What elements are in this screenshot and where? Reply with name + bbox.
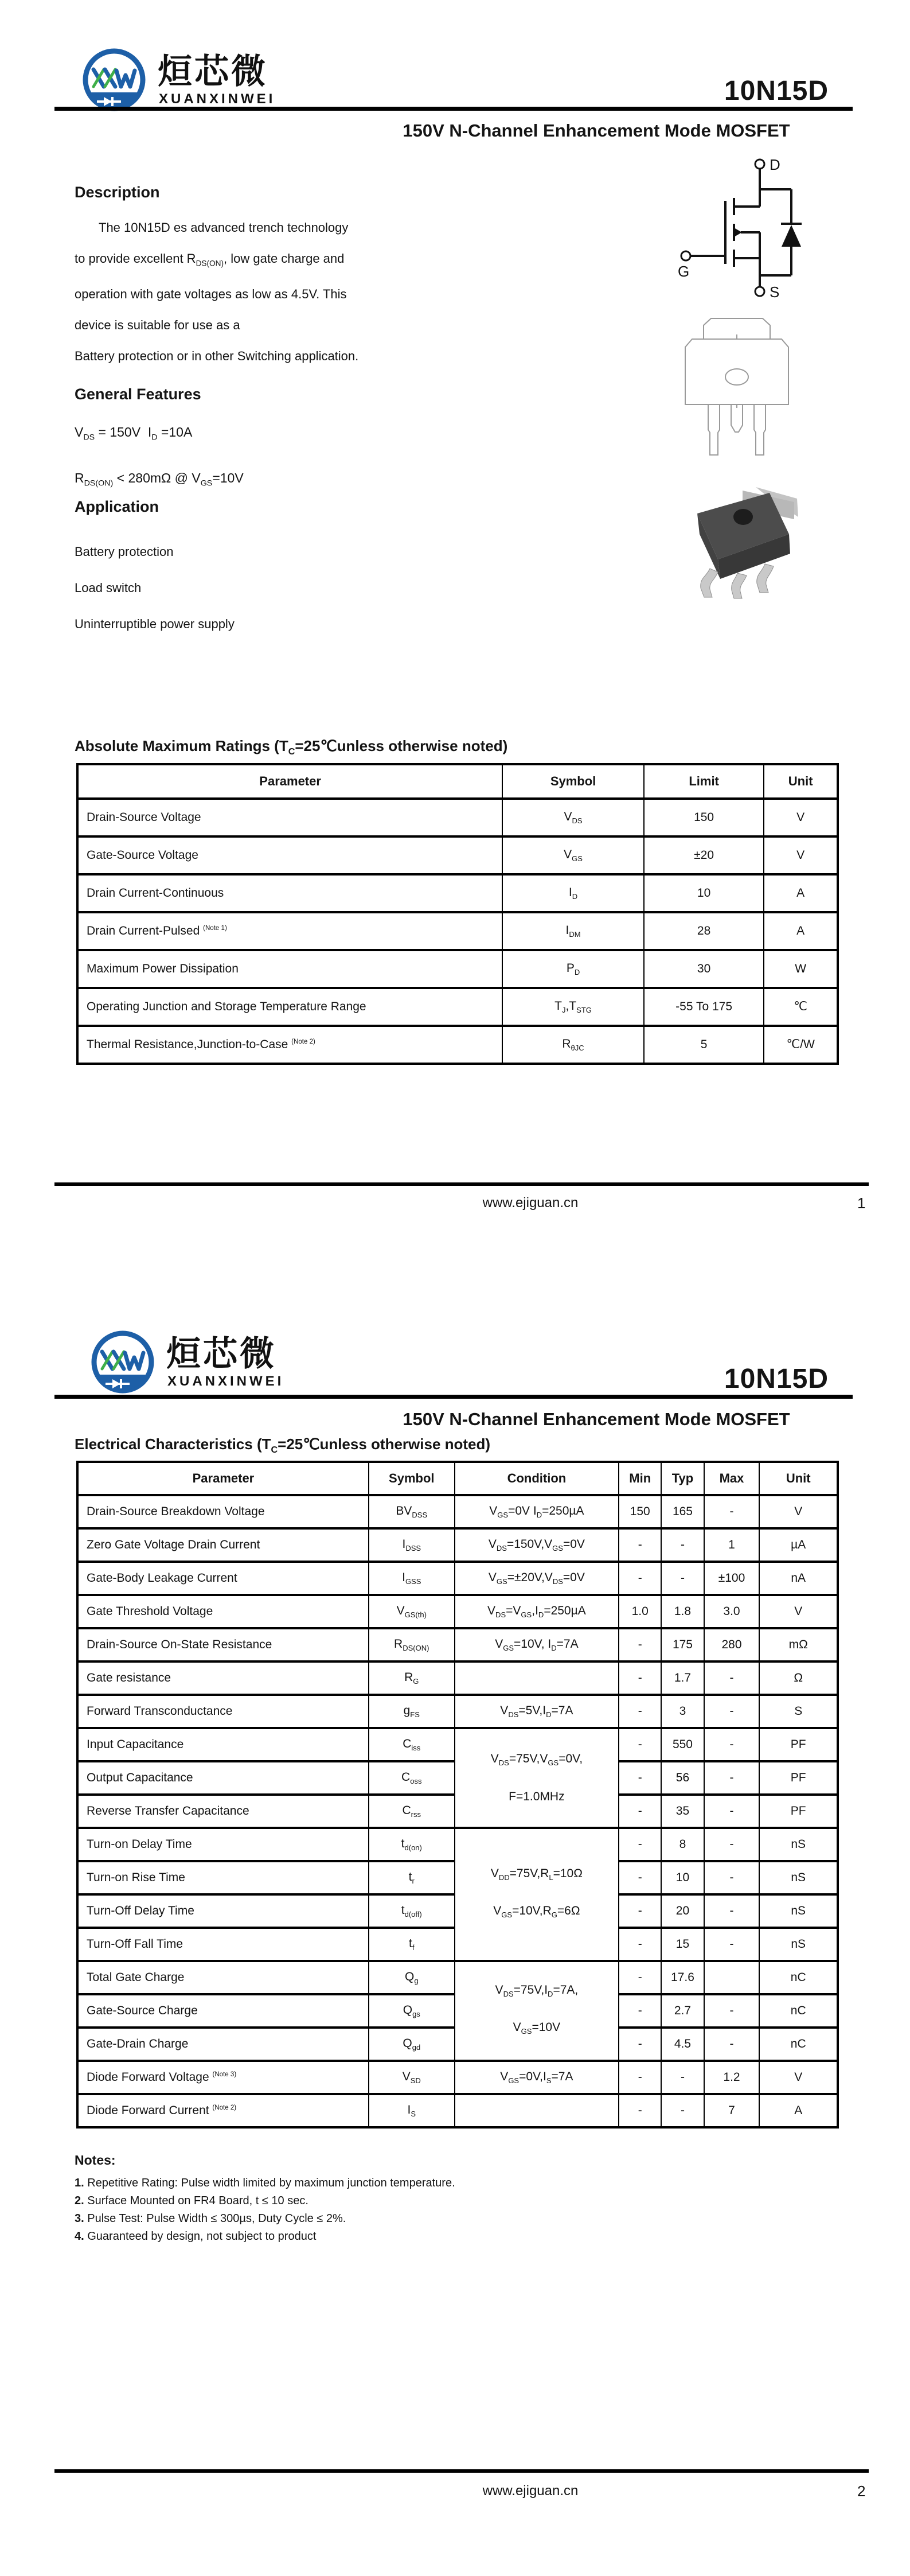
cell: $I_D$ (502, 874, 644, 912)
cell: 8 (661, 1828, 704, 1861)
cell: nS (759, 1861, 838, 1894)
brand-name-latin: XUANXINWEI (167, 1373, 284, 1389)
note-line: 3. Pulse Test: Pulse Width ≤ 300µs, Duty Cycle ≤ 2%. (75, 2212, 346, 2225)
table-row (77, 1495, 838, 1528)
cell-parameter: Turn-on Rise Time (77, 1861, 369, 1894)
cell: nC (759, 1994, 838, 2028)
cell: 4.5 (661, 2028, 704, 2061)
cell: $t_r$ (369, 1861, 455, 1894)
table-row (77, 836, 838, 874)
cell: V (759, 2061, 838, 2094)
column-header: Unit (764, 764, 838, 799)
cell: $g_{FS}$ (369, 1695, 455, 1728)
footer-website: www.ejiguan.cn (482, 2483, 579, 2499)
table-row (77, 950, 838, 988)
cell: -55 To 175 (644, 988, 764, 1026)
description-line: operation with gate voltages as low as 4.5V. This (75, 287, 347, 302)
footer-website: www.ejiguan.cn (482, 1195, 579, 1211)
cell: V (764, 799, 838, 836)
cell: 17.6 (661, 1961, 704, 1994)
column-header: Typ (661, 1462, 704, 1495)
cell: 28 (644, 912, 764, 950)
application-item: Load switch (75, 581, 142, 595)
cell: 3.0 (704, 1595, 760, 1628)
cell: $V_{GS}=0V$ $I_D=250\mu A$ (455, 1495, 619, 1528)
cell: PF (759, 1795, 838, 1828)
cell: $V_{DS}=150V,V_{GS}=0V$ (455, 1528, 619, 1562)
cell: PF (759, 1728, 838, 1761)
cell: - (704, 1695, 760, 1728)
cell: - (619, 2061, 661, 2094)
cell: 20 (661, 1894, 704, 1928)
cell: 7 (704, 2094, 760, 2127)
note-line: 1. Repetitive Rating: Pulse width limited by maximum junction temperature. (75, 2177, 455, 2189)
cell: PF (759, 1761, 838, 1795)
cell: nA (759, 1562, 838, 1595)
cell-parameter: Drain Current-Continuous (77, 874, 502, 912)
cell: $Q_{gs}$ (369, 1994, 455, 2028)
cell: $C_{rss}$ (369, 1795, 455, 1828)
column-header: Limit (644, 764, 764, 799)
elec-char-heading: Electrical Characteristics ($T_C=25℃unless$ otherwise noted) (75, 1435, 491, 1456)
cell: 10 (661, 1861, 704, 1894)
cell: $V_{DS}=75V,I_D=7A$, $V_{GS}=10V$ (455, 1961, 619, 2061)
cell: - (619, 2028, 661, 2061)
description-line: The 10N15D es advanced trench technology (99, 220, 349, 235)
cell: µA (759, 1528, 838, 1562)
cell-parameter: Reverse Transfer Capacitance (77, 1795, 369, 1828)
column-header: Parameter (77, 1462, 369, 1495)
cell: V (759, 1595, 838, 1628)
cell: 280 (704, 1628, 760, 1661)
cell: 2.7 (661, 1994, 704, 2028)
cell: $I_{GSS}$ (369, 1562, 455, 1595)
cell: 1.8 (661, 1595, 704, 1628)
table-row (77, 988, 838, 1026)
cell-parameter: Gate-Source Charge (77, 1994, 369, 2028)
cell: $I_S$ (369, 2094, 455, 2127)
cell: - (704, 1828, 760, 1861)
cell: - (704, 1994, 760, 2028)
cell-parameter: Turn-on Delay Time (77, 1828, 369, 1861)
cell-parameter: Forward Transconductance (77, 1695, 369, 1728)
cell: - (619, 1894, 661, 1928)
cell (704, 1961, 760, 1994)
general-features-list (75, 412, 244, 503)
cell-parameter: Turn-Off Fall Time (77, 1928, 369, 1961)
cell: $V_{GS}$ (502, 836, 644, 874)
brand-name-cjk: 烜芯微 (158, 52, 268, 91)
gate-arrow (734, 228, 742, 237)
table-row (77, 1695, 838, 1728)
package-3d-image (688, 484, 803, 604)
source-label: S (770, 283, 780, 301)
cell: 15 (661, 1928, 704, 1961)
cell: $R_G$ (369, 1661, 455, 1695)
cell-parameter: Output Capacitance (77, 1761, 369, 1795)
table-row (77, 1628, 838, 1661)
elec-char-table (76, 1461, 839, 2128)
page-number: 2 (857, 2482, 866, 2500)
brand-logo-icon (91, 1330, 155, 1394)
body-diode (782, 225, 801, 247)
cell: - (619, 1695, 661, 1728)
feature-line: $V_{DS} = 150V$ $I_D =10A$ (75, 425, 193, 442)
cell: - (619, 1661, 661, 1695)
description-line: to provide excellent $R_{DS(ON)}$, low gate charge and (75, 251, 345, 268)
cell: - (661, 2094, 704, 2127)
cell: $V_{DS}=V_{GS},I_D=250\mu A$ (455, 1595, 619, 1628)
cell: - (704, 1861, 760, 1894)
cell: $V_{DS}$ (502, 799, 644, 836)
cell: - (619, 1961, 661, 1994)
cell: $I_{DM}$ (502, 912, 644, 950)
cell: $C_{oss}$ (369, 1761, 455, 1795)
cell: 550 (661, 1728, 704, 1761)
table-row (77, 1661, 838, 1695)
table-row (77, 874, 838, 912)
cell: - (619, 1928, 661, 1961)
cell: - (619, 1994, 661, 2028)
cell: $T_J,T_{STG}$ (502, 988, 644, 1026)
cell: $V_{GS}=\pm 20V,V_{DS}=0V$ (455, 1562, 619, 1595)
description-paragraph (75, 212, 358, 372)
notes-heading: Notes: (75, 2153, 116, 2168)
cell: V (764, 836, 838, 874)
cell: $BV_{DSS}$ (369, 1495, 455, 1528)
cell-parameter: Operating Junction and Storage Temperature Range (77, 988, 502, 1026)
note-line: 4. Guaranteed by design, not subject to product (75, 2230, 317, 2243)
cell: $P_D$ (502, 950, 644, 988)
cell: 1.7 (661, 1661, 704, 1695)
part-number: 10N15D (724, 76, 829, 106)
table-row (77, 799, 838, 836)
cell: nS (759, 1894, 838, 1928)
cell: $t_{d(off)}$ (369, 1894, 455, 1928)
cell: - (619, 1628, 661, 1661)
cell: ℃/W (764, 1026, 838, 1064)
table-row (77, 1961, 838, 1994)
cell-parameter: Gate-Source Voltage (77, 836, 502, 874)
cell: $V_{GS}=10V$, $I_D=7A$ (455, 1628, 619, 1661)
brand-logo (82, 48, 351, 111)
mosfet-symbol-diagram (671, 154, 820, 306)
cell: 1 (704, 1528, 760, 1562)
cell: $V_{DS}=75V,V_{GS}=0V$, F=1.0MHz (455, 1728, 619, 1828)
abs-max-table (76, 763, 839, 1065)
brand-logo (91, 1330, 360, 1393)
footer-divider (54, 2469, 869, 2473)
cell: W (764, 950, 838, 988)
cell: A (764, 874, 838, 912)
header-row (77, 764, 838, 799)
cell: 10 (644, 874, 764, 912)
cell-parameter: Thermal Resistance,Junction-to-Case $^{(Note 2)}$ (77, 1026, 502, 1064)
cell: 1.2 (704, 2061, 760, 2094)
cell: 3 (661, 1695, 704, 1728)
cell-parameter: Gate-Body Leakage Current (77, 1562, 369, 1595)
general-features-heading: General Features (75, 386, 201, 403)
cell: A (764, 912, 838, 950)
application-item: Uninterruptible power supply (75, 617, 235, 631)
cell: - (619, 1761, 661, 1795)
cell: - (704, 1928, 760, 1961)
cell: ℃ (764, 988, 838, 1026)
column-header: Unit (759, 1462, 838, 1495)
cell-parameter: Drain-Source On-State Resistance (77, 1628, 369, 1661)
cell: 165 (661, 1495, 704, 1528)
cell: - (619, 1528, 661, 1562)
cell: - (704, 1495, 760, 1528)
page-number: 1 (857, 1194, 866, 1212)
cell: - (619, 1795, 661, 1828)
cell: - (619, 1728, 661, 1761)
cell: 175 (661, 1628, 704, 1661)
cell: 150 (619, 1495, 661, 1528)
abs-max-heading: Absolute Maximum Ratings ($T_C=25℃unless$ otherwise noted) (75, 737, 508, 757)
cell: - (704, 2028, 760, 2061)
cell: - (704, 1761, 760, 1795)
application-heading: Application (75, 498, 159, 515)
cell: nS (759, 1828, 838, 1861)
cell-parameter: Gate-Drain Charge (77, 2028, 369, 2061)
cell: S (759, 1695, 838, 1728)
table-row (77, 1026, 838, 1064)
cell: $C_{iss}$ (369, 1728, 455, 1761)
note-line: 2. Surface Mounted on FR4 Board, t ≤ 10 sec. (75, 2194, 308, 2207)
cell: 1.0 (619, 1595, 661, 1628)
cell-parameter: Diode Forward Voltage $^{(Note 3)}$ (77, 2061, 369, 2094)
cell: $Q_g$ (369, 1961, 455, 1994)
table-row (77, 1728, 838, 1761)
header-divider (54, 1395, 853, 1399)
cell-parameter: Drain-Source Voltage (77, 799, 502, 836)
cell: $V_{GS}=0V,I_S=7A$ (455, 2061, 619, 2094)
cell: nS (759, 1928, 838, 1961)
feature-line: $R_{DS(ON)} < 280m\Omega$ @ $V_{GS}=10V$ (75, 470, 244, 488)
footer-divider (54, 1182, 869, 1186)
cell-parameter: Drain-Source Breakdown Voltage (77, 1495, 369, 1528)
cell: 5 (644, 1026, 764, 1064)
cell: nC (759, 1961, 838, 1994)
cell: ±20 (644, 836, 764, 874)
table-row (77, 1528, 838, 1562)
cell: $V_{DD}=75V,R_L=10\Omega$ $V_{GS}=10V,R_G=6\Omega$ (455, 1828, 619, 1961)
cell: $t_{d(on)}$ (369, 1828, 455, 1861)
application-item: Battery protection (75, 544, 174, 559)
cell: Ω (759, 1661, 838, 1695)
cell-parameter: Total Gate Charge (77, 1961, 369, 1994)
cell: - (619, 1861, 661, 1894)
column-header: Symbol (502, 764, 644, 799)
cell-parameter: Gate resistance (77, 1661, 369, 1695)
cell-parameter: Turn-Off Delay Time (77, 1894, 369, 1928)
page-subtitle: 150V N-Channel Enhancement Mode MOSFET (403, 120, 790, 141)
description-line: device is suitable for use as a (75, 318, 240, 333)
cell: - (661, 1528, 704, 1562)
gate-label: G (678, 263, 690, 280)
cell: 30 (644, 950, 764, 988)
cell: $t_f$ (369, 1928, 455, 1961)
package-outline-drawing (679, 317, 800, 464)
cell: A (759, 2094, 838, 2127)
cell: - (661, 1562, 704, 1595)
notes-list (75, 2174, 455, 2246)
cell: - (661, 2061, 704, 2094)
drain-label: D (770, 156, 780, 173)
page-subtitle: 150V N-Channel Enhancement Mode MOSFET (403, 1409, 790, 1429)
cell: - (704, 1795, 760, 1828)
cell: 150 (644, 799, 764, 836)
table-row (77, 912, 838, 950)
cell: $I_{DSS}$ (369, 1528, 455, 1562)
cell-parameter: Gate Threshold Voltage (77, 1595, 369, 1628)
description-line: Battery protection or in other Switching application. (75, 349, 359, 364)
brand-name-latin: XUANXINWEI (159, 91, 276, 107)
column-header: Min (619, 1462, 661, 1495)
cell: 56 (661, 1761, 704, 1795)
header-divider (54, 107, 853, 111)
cell: - (704, 1661, 760, 1695)
cell (455, 2094, 619, 2127)
cell: nC (759, 2028, 838, 2061)
cell-parameter: Diode Forward Current $^{(Note 2)}$ (77, 2094, 369, 2127)
cell: - (704, 1728, 760, 1761)
brand-name-cjk: 烜芯微 (166, 1334, 276, 1373)
column-header: Condition (455, 1462, 619, 1495)
cell: $Q_{gd}$ (369, 2028, 455, 2061)
description-heading: Description (75, 184, 160, 201)
cell: $R_{\theta JC}$ (502, 1026, 644, 1064)
cell-parameter: Drain Current-Pulsed $^{(Note 1)}$ (77, 912, 502, 950)
cell (455, 1661, 619, 1695)
cell-parameter: Maximum Power Dissipation (77, 950, 502, 988)
part-number: 10N15D (724, 1364, 829, 1394)
brand-logo-icon (82, 48, 146, 112)
table-row (77, 1828, 838, 1861)
cell: - (619, 2094, 661, 2127)
column-header: Symbol (369, 1462, 455, 1495)
cell: $V_{GS(th)}$ (369, 1595, 455, 1628)
table-row (77, 2094, 838, 2127)
cell-parameter: Zero Gate Voltage Drain Current (77, 1528, 369, 1562)
table-row (77, 1562, 838, 1595)
column-header: Max (704, 1462, 760, 1495)
cell: $V_{SD}$ (369, 2061, 455, 2094)
cell: - (619, 1562, 661, 1595)
cell: $V_{DS}=5V,I_D=7A$ (455, 1695, 619, 1728)
cell: mΩ (759, 1628, 838, 1661)
cell-parameter: Input Capacitance (77, 1728, 369, 1761)
column-header: Parameter (77, 764, 502, 799)
cell: ±100 (704, 1562, 760, 1595)
cell: - (619, 1828, 661, 1861)
cell: 35 (661, 1795, 704, 1828)
table-row (77, 1595, 838, 1628)
cell: - (704, 1894, 760, 1928)
table-row (77, 2061, 838, 2094)
application-list (75, 534, 235, 642)
header-row (77, 1462, 838, 1495)
cell: $R_{DS(ON)}$ (369, 1628, 455, 1661)
cell: V (759, 1495, 838, 1528)
